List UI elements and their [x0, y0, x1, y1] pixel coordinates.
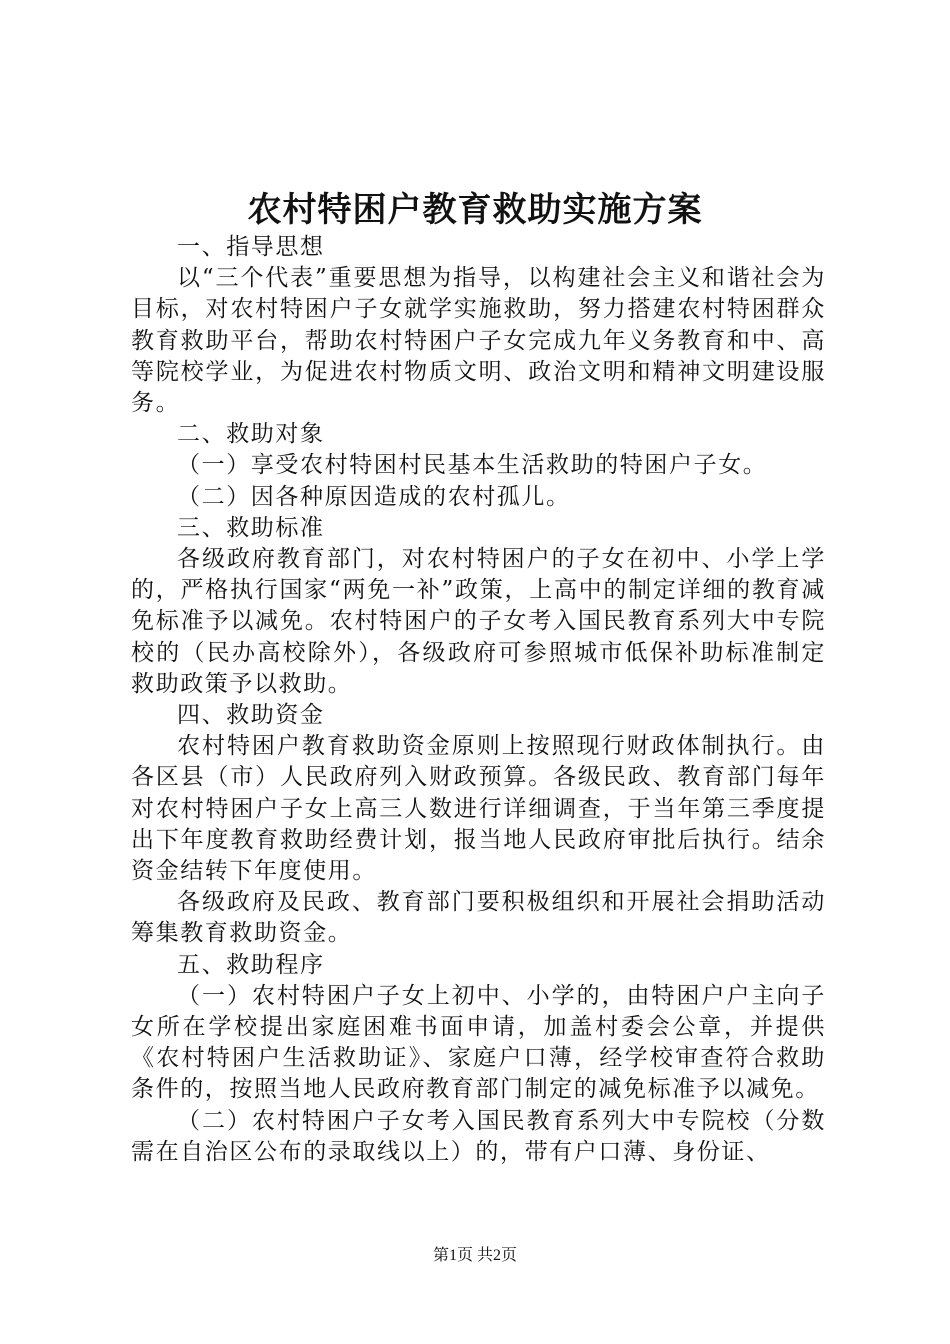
document-body: [131, 232, 826, 1168]
paragraph-aid-funds-2: 各级政府及民政、教育部门要积极组织和开展社会捐助活动筹集教育救助资金。: [131, 889, 826, 947]
page-footer: 第1页 共2页: [432, 1247, 517, 1264]
paragraph-aid-procedure-2: （二）农村特困户子女考入国民教育系列大中专院校（分数需在自治区公布的录取线以上）的，带有户口薄、身份证、: [131, 1107, 826, 1165]
paragraph-aid-funds-1: 农村特困户教育救助资金原则上按照现行财政体制执行。由各区县（市）人民政府列入财政预算。各级民政、教育部门每年对农村特困户子女上高三人数进行详细调查，于当年第三季度提出下年度教育救助经费计划，报当地人民政府审批后执行。结余资金结转下年度使用。: [131, 733, 826, 885]
paragraph-aid-standards: 各级政府教育部门，对农村特困户的子女在初中、小学上学的，严格执行国家“两免一补”政策，上高中的制定详细的教育减免标准予以减免。农村特困户的子女考入国民教育系列大中专院校的（民办高校除外），各级政府可参照城市低保补助标准制定救助政策予以救助。: [131, 546, 826, 697]
section-heading-aid-targets: 二、救助对象: [177, 421, 325, 448]
paragraph-guiding-ideology: 以“三个代表”重要思想为指导，以构建社会主义和谐社会为目标，对农村特困户子女就学实施救助，努力搭建农村特困群众教育救助平台，帮助农村特困户子女完成九年义务教育和中、高等院校学业，为促进农村物质文明、政治文明和精神文明建设服务。: [131, 265, 826, 417]
section-heading-aid-standards: 三、救助标准: [177, 514, 325, 541]
document-title: 农村特困户教育救助实施方案: [247, 190, 703, 230]
paragraph-aid-procedure-1: （一）农村特困户子女上初中、小学的，由特困户户主向子女所在学校提出家庭困难书面申请，加盖村委会公章，并提供《农村特困户生活救助证》、家庭户口薄，经学校审查符合救助条件的，按照当地人民政府教育部门制定的减免标准予以减免。: [131, 982, 826, 1103]
paragraph-aid-target-1: （一）享受农村特困村民基本生活救助的特困户子女。: [177, 452, 768, 479]
section-heading-aid-funds: 四、救助资金: [177, 702, 325, 729]
section-heading-aid-procedure: 五、救助程序: [177, 951, 325, 978]
section-heading-guiding-ideology: 一、指导思想: [177, 234, 325, 260]
paragraph-aid-target-2: （二）因各种原因造成的农村孤儿。: [177, 483, 571, 510]
